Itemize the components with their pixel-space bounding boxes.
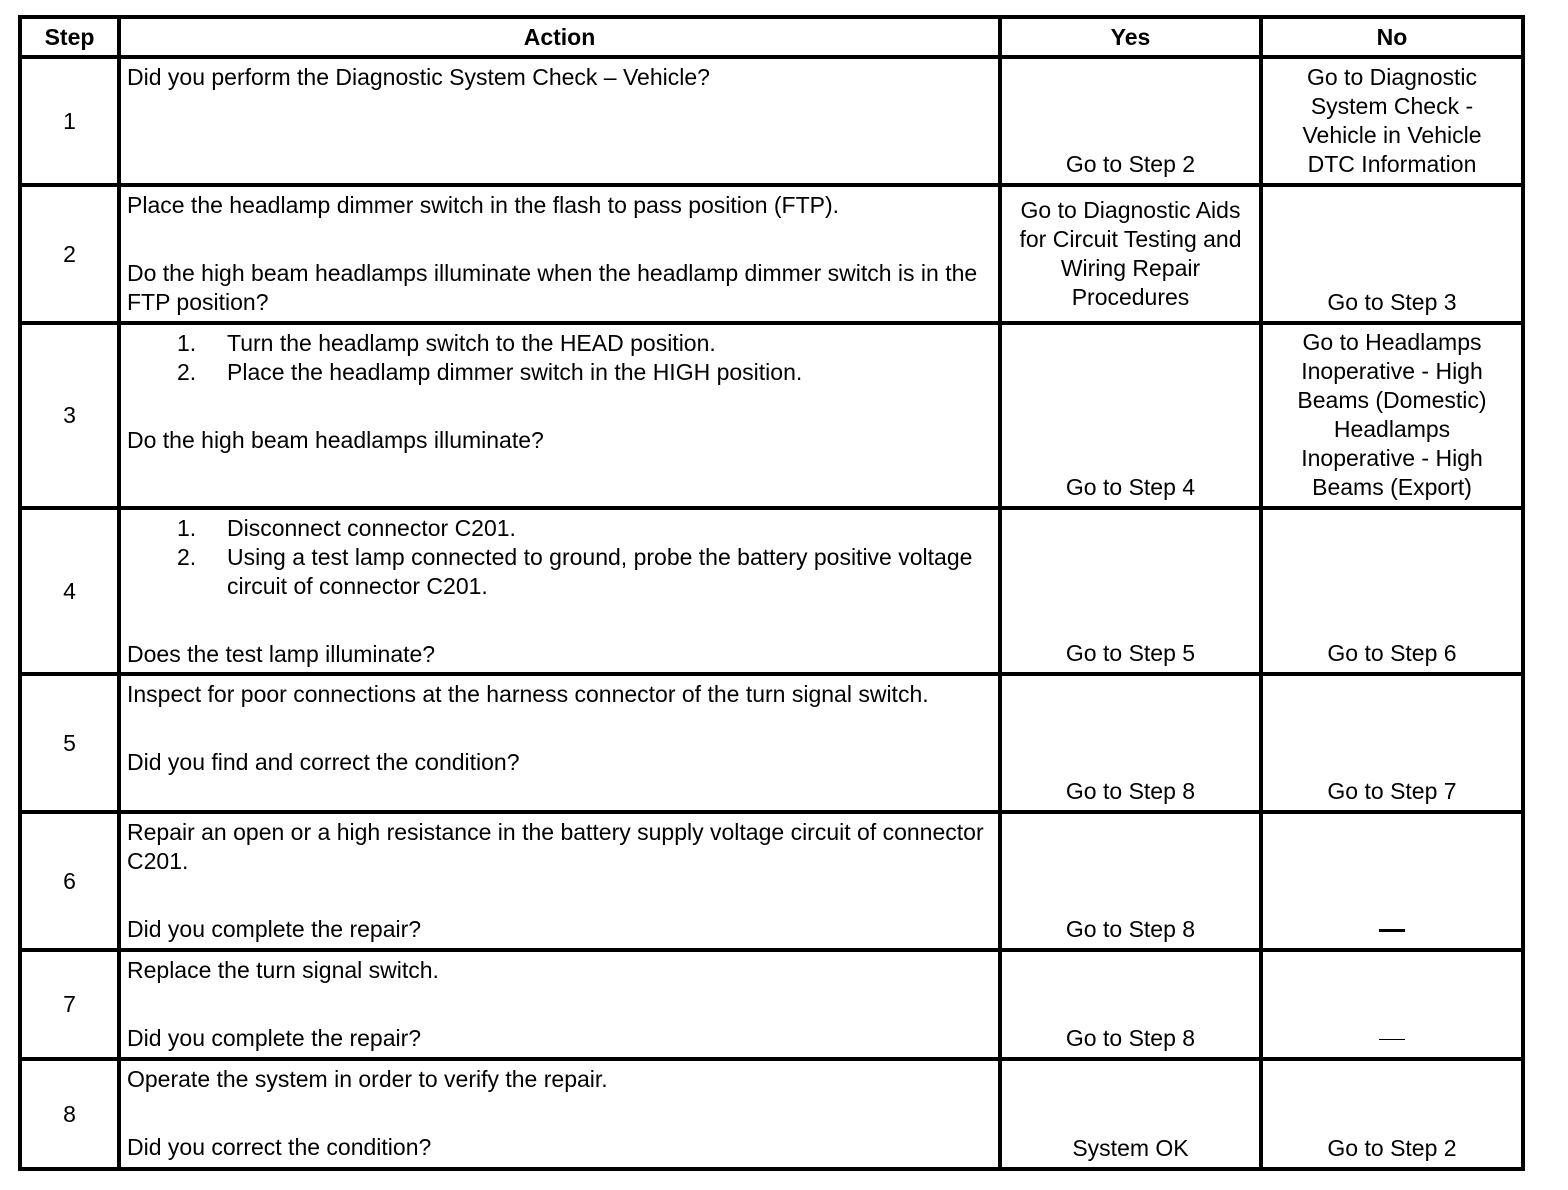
step-number: 7 [20, 950, 119, 1059]
table-row [20, 1059, 1523, 1169]
action-question: Do the high beam headlamps illuminate when the headlamp dimmer switch is in the FTP position? [127, 260, 978, 315]
header-no: No [1261, 17, 1523, 57]
step-number: 2 [20, 185, 119, 323]
action-cell [119, 1059, 1000, 1169]
action-question: Did you find and correct the condition? [127, 749, 520, 775]
table-row [20, 57, 1523, 185]
item-number: 1. [177, 515, 197, 541]
step-number: 4 [20, 508, 119, 674]
step-number: 6 [20, 812, 119, 950]
header-action: Action [119, 17, 1000, 57]
header-yes: Yes [1000, 17, 1261, 57]
yes-line: Procedures [1071, 284, 1190, 310]
action-question: Did you correct the condition? [127, 1134, 432, 1160]
yes-cell: Go to Step 8 [1000, 812, 1261, 950]
table-row [20, 508, 1523, 674]
yes-cell: Go to Step 8 [1000, 674, 1261, 812]
table-row [20, 812, 1523, 950]
action-step-item [127, 543, 990, 601]
action-cell [119, 674, 1000, 812]
no-line: Beams (Export) [1312, 474, 1472, 500]
action-instruction: Operate the system in order to verify the repair. [127, 1066, 608, 1092]
item-text: Disconnect connector C201. [227, 515, 516, 541]
action-question: Does the test lamp illuminate? [127, 641, 436, 667]
action-question: Did you complete the repair? [127, 916, 422, 942]
no-cell: Go to Step 6 [1261, 508, 1523, 674]
no-cell [1261, 323, 1523, 508]
action-question: Did you complete the repair? [127, 1025, 422, 1051]
item-text: Place the headlamp dimmer switch in the HIGH position. [227, 359, 803, 385]
table-row [20, 674, 1523, 812]
yes-cell: Go to Step 4 [1000, 323, 1261, 508]
action-cell [119, 57, 1000, 185]
no-line: Go to Diagnostic [1306, 64, 1478, 90]
action-step-item [127, 358, 990, 387]
action-cell [119, 950, 1000, 1059]
item-number: 1. [177, 330, 197, 356]
no-cell [1261, 812, 1523, 950]
step-number: 5 [20, 674, 119, 812]
action-cell [119, 508, 1000, 674]
table-row [20, 950, 1523, 1059]
item-number: 2. [177, 544, 197, 570]
action-cell [119, 323, 1000, 508]
header-row [20, 17, 1523, 57]
item-number: 2. [177, 359, 197, 385]
action-step-item [127, 514, 990, 543]
yes-line: for Circuit Testing and [1019, 226, 1242, 252]
action-instruction: Place the headlamp dimmer switch in the flash to pass position (FTP). [127, 192, 840, 218]
no-line: System Check - [1310, 93, 1474, 119]
no-line: Inoperative - High [1301, 358, 1483, 384]
table-row [20, 185, 1523, 323]
no-line: Go to Headlamps [1302, 329, 1482, 355]
step-number: 8 [20, 1059, 119, 1169]
action-instruction: Replace the turn signal switch. [127, 957, 439, 983]
action-question: Did you perform the Diagnostic System Check – Vehicle? [127, 64, 710, 90]
action-instruction: Inspect for poor connections at the harness connector of the turn signal switch. [127, 681, 929, 707]
action-instruction: Repair an open or a high resistance in the battery supply voltage circuit of connector C201. [127, 819, 984, 874]
action-steps [127, 514, 990, 601]
item-text: Turn the headlamp switch to the HEAD position. [227, 330, 716, 356]
yes-cell: System OK [1000, 1059, 1261, 1169]
no-line: DTC Information [1307, 151, 1477, 177]
item-text: Using a test lamp connected to ground, probe the battery positive voltage circuit of connector C201. [227, 544, 973, 599]
no-line: Inoperative - High [1301, 445, 1483, 471]
no-line: Beams (Domestic) [1297, 387, 1487, 413]
yes-line: Go to Diagnostic Aids [1020, 197, 1241, 223]
no-cell: Go to Step 3 [1261, 185, 1523, 323]
table-row [20, 323, 1523, 508]
no-cell [1261, 950, 1523, 1059]
no-cell [1261, 57, 1523, 185]
action-step-item [127, 329, 990, 358]
action-steps [127, 329, 990, 387]
no-dash [1379, 929, 1405, 932]
action-question: Do the high beam headlamps illuminate? [127, 427, 544, 453]
diagnostic-table [18, 15, 1525, 1171]
no-cell: Go to Step 2 [1261, 1059, 1523, 1169]
yes-cell: Go to Step 5 [1000, 508, 1261, 674]
step-number: 1 [20, 57, 119, 185]
no-line: Headlamps [1333, 416, 1451, 442]
no-line: Vehicle in Vehicle [1302, 122, 1482, 148]
action-cell [119, 812, 1000, 950]
yes-cell [1000, 185, 1261, 323]
no-dash [1379, 1039, 1405, 1040]
yes-line: Wiring Repair [1060, 255, 1201, 281]
yes-cell: Go to Step 2 [1000, 57, 1261, 185]
step-number: 3 [20, 323, 119, 508]
header-step: Step [20, 17, 119, 57]
yes-cell: Go to Step 8 [1000, 950, 1261, 1059]
action-cell [119, 185, 1000, 323]
no-cell: Go to Step 7 [1261, 674, 1523, 812]
